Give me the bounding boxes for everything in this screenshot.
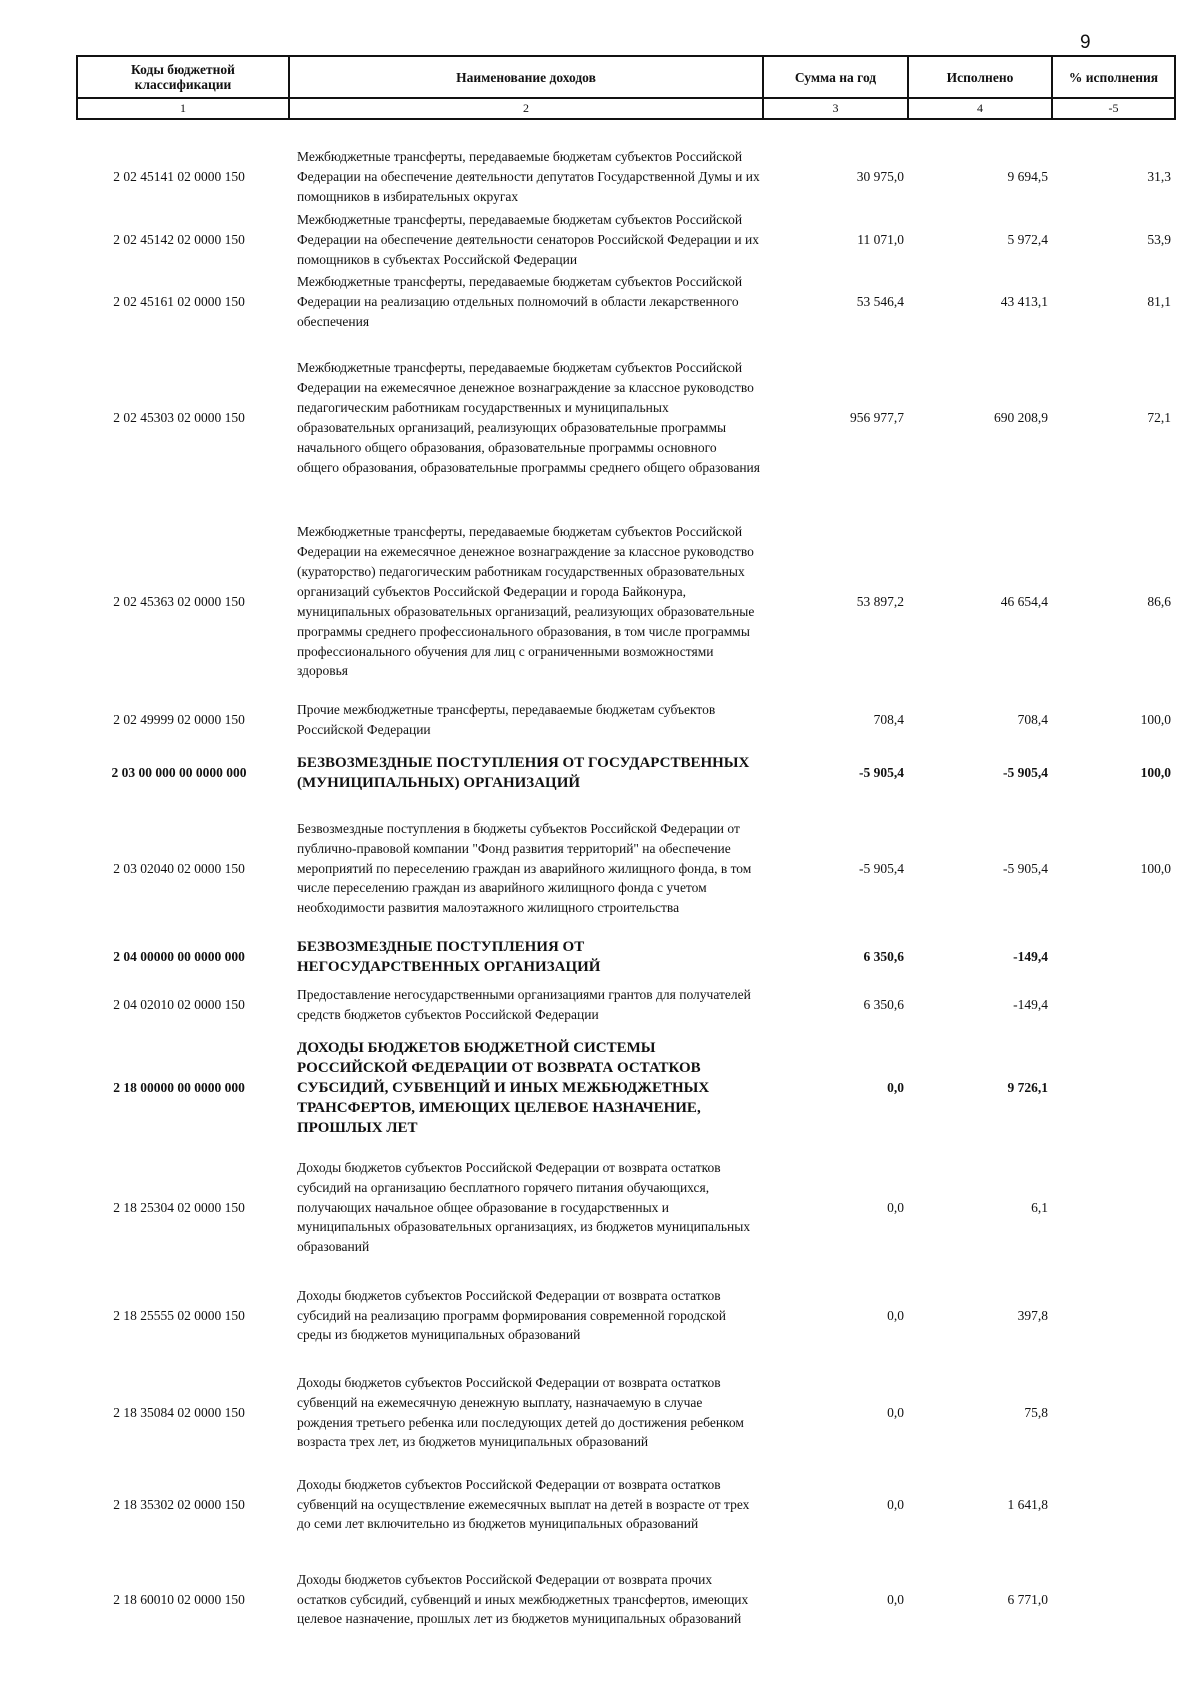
row-annual: 6 350,6 — [863, 996, 904, 1012]
row-percent — [1052, 1028, 1175, 1148]
row-executed: -5 905,4 — [1003, 764, 1048, 780]
row-annual: 0,0 — [887, 1079, 904, 1095]
row-annual: 0,0 — [887, 1199, 904, 1215]
page-number: 9 — [1080, 32, 1091, 53]
table-row — [77, 1462, 1175, 1548]
row-code: 2 02 45161 02 0000 150 — [113, 293, 245, 309]
row-code: 2 02 45303 02 0000 150 — [113, 409, 245, 425]
table-row — [77, 272, 1175, 332]
table-row — [77, 806, 1175, 932]
row-name: Межбюджетные трансферты, передаваемые бюджетам субъектов Российской Федерации на реализацию отдельных полномочий в области лекарственного обеспечения — [297, 274, 743, 329]
row-executed: 708,4 — [1017, 711, 1048, 727]
table-row — [77, 146, 1175, 208]
budget-table — [76, 55, 1176, 1652]
row-annual: 0,0 — [887, 1404, 904, 1420]
row-percent: 86,6 — [1147, 593, 1171, 609]
row-code: 2 02 45142 02 0000 150 — [113, 232, 245, 248]
row-name: ДОХОДЫ БЮДЖЕТОВ БЮДЖЕТНОЙ СИСТЕМЫ РОССИЙСКОЙ ФЕДЕРАЦИИ ОТ ВОЗВРАТА ОСТАТКОВ СУБСИДИЙ, СУБВЕНЦИЙ И ИНЫХ МЕЖБЮДЖЕТНЫХ ТРАНСФЕРТОВ, ИМЕЮЩИХ ЦЕЛЕВОЕ НАЗНАЧЕНИЕ, ПРОШЛЫХ ЛЕТ — [297, 1039, 710, 1136]
row-code: 2 18 35302 02 0000 150 — [113, 1496, 245, 1512]
row-code: 2 02 45141 02 0000 150 — [113, 169, 245, 185]
row-executed: 43 413,1 — [1000, 293, 1048, 309]
row-percent: 100,0 — [1140, 860, 1171, 876]
row-code: 2 18 60010 02 0000 150 — [113, 1591, 245, 1607]
row-name: Межбюджетные трансферты, передаваемые бюджетам субъектов Российской Федерации на обеспечение деятельности депутатов Государственной Думы и их помощников в избирательных округах — [297, 149, 760, 204]
row-code: 2 03 00 000 00 0000 000 — [111, 764, 247, 780]
row-annual: 6 350,6 — [863, 948, 904, 964]
row-executed: 9 694,5 — [1007, 169, 1048, 185]
row-annual: 0,0 — [887, 1591, 904, 1607]
row-annual: 30 975,0 — [856, 169, 904, 185]
row-code: 2 18 25555 02 0000 150 — [113, 1307, 245, 1323]
row-percent — [1052, 1268, 1175, 1364]
column-number: 1 — [77, 98, 289, 119]
table-row — [77, 1148, 1175, 1268]
row-annual: 0,0 — [887, 1307, 904, 1323]
row-name: БЕЗВОЗМЕЗДНЫЕ ПОСТУПЛЕНИЯ ОТ ГОСУДАРСТВЕННЫХ (МУНИЦИПАЛЬНЫХ) ОРГАНИЗАЦИЙ — [297, 754, 750, 791]
row-name: Доходы бюджетов субъектов Российской Федерации от возврата остатков субсидий на реализацию программ формирования современной городской среды из бюджетов муниципальных образований — [297, 1287, 726, 1343]
row-percent — [1052, 982, 1175, 1028]
row-percent — [1052, 1364, 1175, 1462]
row-executed: 75,8 — [1024, 1404, 1048, 1420]
row-annual: 956 977,7 — [850, 409, 904, 425]
header-name: Наименование доходов — [289, 56, 763, 98]
row-executed: -149,4 — [1013, 948, 1048, 964]
row-percent — [1052, 932, 1175, 982]
table-spacer — [77, 119, 1175, 146]
row-name: БЕЗВОЗМЕЗДНЫЕ ПОСТУПЛЕНИЯ ОТ НЕГОСУДАРСТВЕННЫХ ОРГАНИЗАЦИЙ — [297, 938, 601, 975]
table-row — [77, 332, 1175, 504]
header-percent: % исполнения — [1052, 56, 1175, 98]
row-annual: 53 546,4 — [856, 293, 904, 309]
row-percent — [1052, 1462, 1175, 1548]
row-percent — [1052, 1548, 1175, 1652]
row-percent: 72,1 — [1147, 409, 1171, 425]
row-name: Доходы бюджетов субъектов Российской Федерации от возврата остатков субвенций на ежемесячную денежную выплату, назначаемую в случае рождения третьего ребенка или последующих детей до достижения ребенком возраста трех лет, из бюджетов муниципальных образований — [297, 1374, 744, 1450]
row-annual: 708,4 — [873, 711, 904, 727]
column-number: 4 — [908, 98, 1052, 119]
row-annual: -5 905,4 — [859, 764, 904, 780]
column-number: 2 — [289, 98, 763, 119]
row-percent: 100,0 — [1140, 764, 1171, 780]
row-executed: 397,8 — [1017, 1307, 1048, 1323]
row-code: 2 18 25304 02 0000 150 — [113, 1199, 245, 1215]
header-executed: Исполнено — [908, 56, 1052, 98]
table-row — [77, 1028, 1175, 1148]
row-name: Межбюджетные трансферты, передаваемые бюджетам субъектов Российской Федерации на ежемесячное денежное вознаграждение за классное руководство педагогическим работникам государственных и муниципальных образовательных организаций, реализующих образовательные программы начального общего образования, образовательные программы основного общего образования, образовательные программы среднего общего образования — [297, 360, 760, 475]
row-annual: 53 897,2 — [856, 593, 904, 609]
row-percent: 81,1 — [1147, 293, 1171, 309]
row-executed: 5 972,4 — [1007, 232, 1048, 248]
row-percent: 53,9 — [1147, 232, 1171, 248]
row-name: Межбюджетные трансферты, передаваемые бюджетам субъектов Российской Федерации на обеспечение деятельности сенаторов Российской Федерации и их помощников в субъектах Российской Федерации — [297, 212, 759, 267]
table-row — [77, 982, 1175, 1028]
row-executed: 6,1 — [1031, 1199, 1048, 1215]
table-row — [77, 1268, 1175, 1364]
row-code: 2 04 02010 02 0000 150 — [113, 996, 245, 1012]
row-code: 2 18 00000 00 0000 000 — [113, 1079, 245, 1095]
header-annual: Сумма на год — [763, 56, 908, 98]
row-executed: 46 654,4 — [1000, 593, 1048, 609]
table-row — [77, 1364, 1175, 1462]
row-percent — [1052, 1148, 1175, 1268]
row-annual: 11 071,0 — [857, 232, 904, 248]
row-annual: 0,0 — [887, 1496, 904, 1512]
row-name: Предоставление негосударственными организациями грантов для получателей средств бюджетов субъектов Российской Федерации — [297, 986, 751, 1022]
row-name: Доходы бюджетов субъектов Российской Федерации от возврата остатков субсидий на организацию бесплатного горячего питания обучающихся, получающих начальное общее образование в государственных и муниципальных образовательных организациях, из бюджетов муниципальных образований — [297, 1159, 751, 1255]
column-numbers-row — [77, 98, 1175, 119]
row-code: 2 02 45363 02 0000 150 — [113, 593, 245, 609]
row-name: Безвозмездные поступления в бюджеты субъектов Российской Федерации от публично-правовой компании "Фонд развития территорий" на обеспечение мероприятий по переселению граждан из аварийного жилищного фонда, в том числе переселению граждан из аварийного жилищного фонда с учетом необходимости развития малоэтажного жилищного строительства — [297, 820, 752, 916]
row-executed: 6 771,0 — [1007, 1591, 1048, 1607]
row-executed: 690 208,9 — [994, 409, 1048, 425]
row-code: 2 02 49999 02 0000 150 — [113, 711, 245, 727]
table-row — [77, 740, 1175, 806]
row-name: Прочие межбюджетные трансферты, передаваемые бюджетам субъектов Российской Федерации — [297, 701, 716, 737]
row-code: 2 03 02040 02 0000 150 — [113, 860, 245, 876]
table-row — [77, 700, 1175, 740]
table-row — [77, 1548, 1175, 1652]
column-number: -5 — [1052, 98, 1175, 119]
header-row — [77, 56, 1175, 98]
row-name: Доходы бюджетов субъектов Российской Федерации от возврата прочих остатков субсидий, субвенций и иных межбюджетных трансфертов, имеющих целевое назначение, прошлых лет из бюджетов муниципальных образований — [297, 1571, 749, 1627]
header-codes: Коды бюджетной классификации — [77, 56, 289, 98]
row-executed: -5 905,4 — [1003, 860, 1048, 876]
column-number: 3 — [763, 98, 908, 119]
row-percent: 31,3 — [1147, 169, 1171, 185]
row-annual: -5 905,4 — [859, 860, 904, 876]
row-percent: 100,0 — [1140, 711, 1171, 727]
row-executed: 9 726,1 — [1007, 1079, 1048, 1095]
table-row — [77, 208, 1175, 272]
table-row — [77, 932, 1175, 982]
table-row — [77, 504, 1175, 700]
row-executed: -149,4 — [1013, 996, 1048, 1012]
row-code: 2 18 35084 02 0000 150 — [113, 1404, 245, 1420]
row-name: Межбюджетные трансферты, передаваемые бюджетам субъектов Российской Федерации на ежемесячное денежное вознаграждение за классное руководство (кураторство) педагогическим работникам государственных образовательных организаций субъектов Российской Федерации и города Байконура, муниципальных образовательных организаций, реализующих образовательные программы среднего профессионального образования, в том числе программы профессионального обучения для лиц с ограниченными возможностями здоровья — [297, 524, 755, 679]
row-name: Доходы бюджетов субъектов Российской Федерации от возврата остатков субвенций на осуществление ежемесячных выплат на детей в возрасте от трех до семи лет включительно из бюджетов муниципальных образований — [297, 1476, 750, 1532]
row-code: 2 04 00000 00 0000 000 — [113, 948, 245, 964]
row-executed: 1 641,8 — [1007, 1496, 1048, 1512]
